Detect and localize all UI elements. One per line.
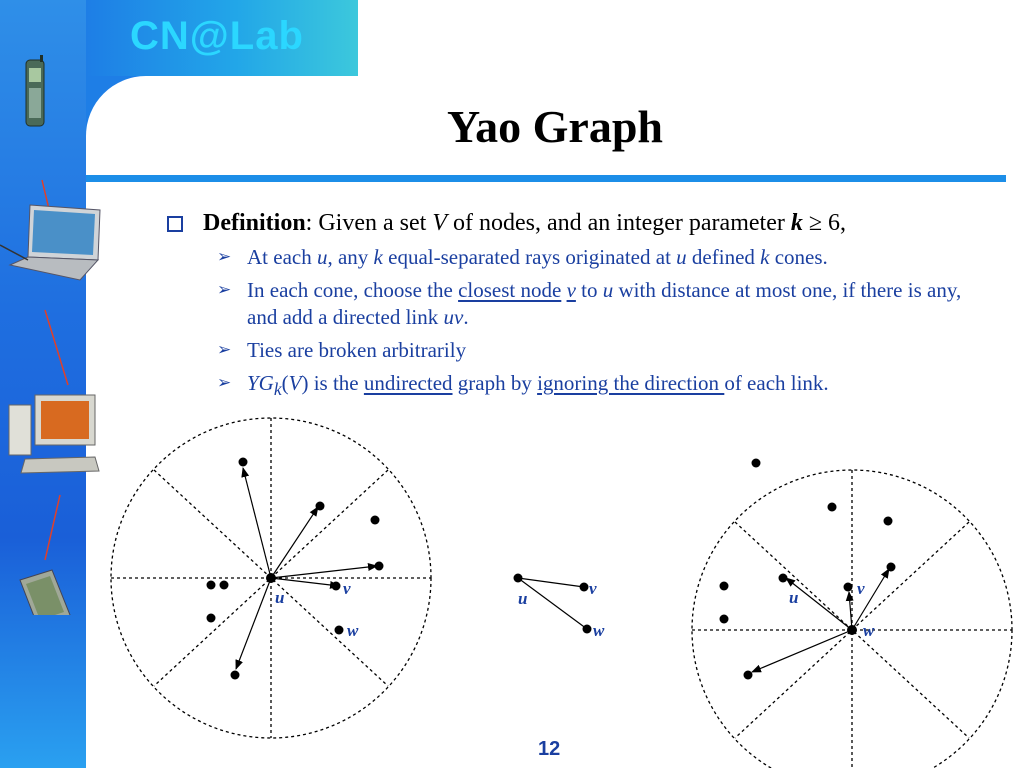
left-label-v: v [343, 579, 351, 598]
definition-text-post: ≥ 6, [802, 210, 847, 236]
right-cone-rays [692, 470, 1012, 768]
right-label-v: v [857, 579, 865, 598]
b4-text-1: is the [308, 371, 364, 395]
logo-text: CN@Lab [130, 14, 304, 58]
definition-text: : Given a set [305, 210, 433, 236]
b2-text-4: with distance at most one, if there is any, and add a directed link [247, 278, 962, 329]
b4-text-3: of each link. [724, 371, 829, 395]
left-label-u: u [275, 588, 285, 607]
b1-k: k [373, 245, 383, 269]
title-rule [86, 175, 1006, 182]
b1-text-4: defined [686, 245, 761, 269]
page-number: 12 [538, 738, 561, 760]
b1-text-1: At each [247, 245, 317, 269]
right-label-u: u [789, 588, 799, 607]
bullet-list [165, 208, 995, 403]
yao-graph-diagram [86, 410, 1024, 768]
b4-v: V [288, 371, 302, 395]
middle-label-w: w [593, 621, 605, 640]
bullet-yg [165, 370, 995, 403]
b4-paren-open: ( [281, 371, 289, 395]
bullet-cones [165, 244, 995, 271]
b1-text-5: cones. [769, 245, 828, 269]
middle-graph [514, 574, 606, 641]
b2-v: v [566, 278, 576, 302]
arrow-bullet-icon: ➢ [217, 247, 232, 267]
ignoring-direction-link[interactable]: ignoring the direction [537, 371, 725, 395]
square-bullet-icon [167, 216, 183, 232]
closest-node-link[interactable]: closest node [458, 278, 562, 302]
middle-label-v: v [589, 579, 597, 598]
b4-text-2: graph by [452, 371, 538, 395]
b1-u: u [316, 245, 328, 269]
bullet-closest-node [165, 277, 995, 331]
arrow-bullet-icon: ➢ [217, 340, 232, 360]
b1-u2: u [676, 245, 687, 269]
b2-u: u [602, 278, 614, 302]
middle-label-u: u [518, 589, 528, 608]
b4-paren-close: ) [301, 371, 309, 395]
b2-text-3: to [575, 278, 603, 302]
b1-k2: k [760, 245, 770, 269]
right-cone-diagram [692, 459, 1012, 768]
b2-text-1: In each cone, choose the [247, 278, 459, 302]
b1-text-2: , any [327, 245, 374, 269]
left-label-w: w [347, 621, 359, 640]
b2-text-5: . [463, 305, 469, 329]
param-k: k [790, 210, 803, 236]
b2-uv: uv [443, 305, 464, 329]
left-cone-diagram [111, 418, 431, 738]
arrow-bullet-icon: ➢ [217, 280, 232, 300]
bullet-ties [165, 337, 995, 364]
b4-k: k [273, 379, 282, 400]
mobile-phone-icon [26, 55, 44, 126]
laptop-icon [0, 205, 100, 280]
arrow-bullet-icon: ➢ [217, 373, 232, 393]
b4-yg: YG [247, 371, 274, 395]
definition-text-mid: of nodes, and an integer parameter [446, 210, 791, 236]
set-v: V [432, 210, 447, 236]
definition-term: Definition [203, 210, 306, 236]
right-label-w: w [863, 621, 875, 640]
b1-text-3: equal-separated rays originated at [382, 245, 677, 269]
undirected-link[interactable]: undirected [363, 371, 453, 395]
pda-icon [20, 570, 72, 615]
b3-text: Ties are broken arbitrarily [247, 338, 467, 362]
definition-item [165, 208, 995, 238]
slide-title: Yao Graph [447, 101, 663, 152]
